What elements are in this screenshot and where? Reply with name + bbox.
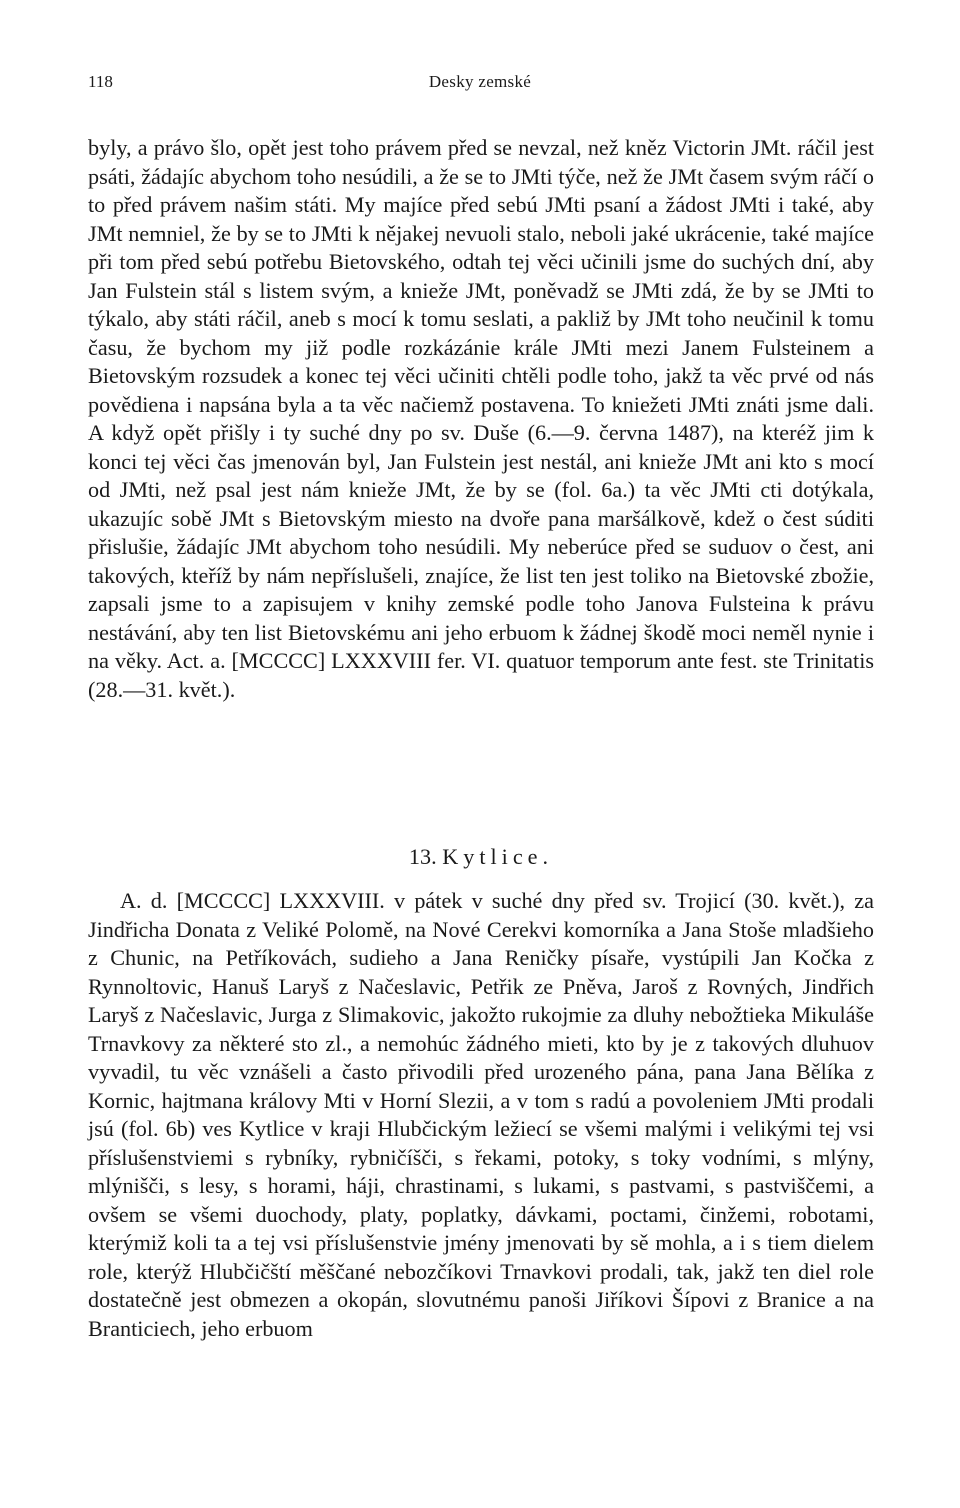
page-header [88,72,872,100]
paragraph-entry-13: A. d. [MCCCC] LXXXVIII. v pátek v suché dny před sv. Trojicí (30. květ.), za Jindřicha Donata z Veliké Polomě, na Nové Cerekvi komorníka a Jana Stoše mladšieho z Chunic, na Petříkovách, sudieho a Jana Reničky písaře, vystúpili Jan Kočka z Rynnoltovic, Hanuš Laryš z Načeslavic, Petřik ze Pněva, Jaroš z Rovných, Jindřich Laryš z Načeslavic, Jurga z Slimakovic, jakožto rukojmie za dluhy nebožtieka Mikuláše Trnavkovy za některé sto zl., a nemohúc žádného mieti, kto by je z takových dluhuov vyvadil, tu věc vznášeli a často přivodili před urozeného pána, pana Jana Bělíka z Kornic, hajtmana královy Mti v Horní Slezii, a v tom s radú a povoleniem JMti prodali jsú (fol. 6b) ves Kytlice v kraji Hlubčickým ležiecí se všemi malými i velikými tej vsi příslušenstviemi s rybníky, rybničíšči, s řekami, potoky, s toky vodními, s mlýny, mlýnišči, s lesy, s horami, háji, chrastinami, s lukami, s pastvami, s pastviščemi, a ovšem se všemi duochody, platy, poplatky, dávkami, poctami, činžemi, robotami, kterýmiž koli ta a tej vsi příslušenstvie jmény jmenovati by sě mohla, a i s tiem dielem role, kterýž Hlubčičští měščané nebozčíkovi Trnavkovi prodali, tak, jakž ten diel role dostatečně jest obmezen a okopán, slovutnému panoši Jiříkovi Šípovi z Branice a na Branticiech, jeho erbuom [88,888,874,1341]
entry-13-heading [88,843,874,871]
page-number: 118 [88,72,113,91]
entry-13-body [88,887,874,1343]
entry-12-continuation [88,134,874,704]
entry-13-number: 13. [408,844,437,869]
entry-13-title: Kytlice. [442,844,554,869]
paragraph-entry-12: byly, a právo šlo, opět jest toho právem před se nevzal, než kněz Victorin JMt. ráčil jest psáti, žádajíc abychom toho nesúdili, a že se to JMti týče, než že JMt časem svým ráčí o to před právem našim státi. My majíce před sebú JMti psaní a žádost JMti i také, aby JMt nemniel, že by se to JMti k nějakej nevuoli stalo, neboli jaké ukrácenie, také majíce při tom před sebú potřebu Bietovského, odtah tej věci učinili jsme do suchých dní, aby Jan Fulstein stál s listem svým, a knieže JMt, poněvadž se JMti zdá, že by se JMti to týkalo, aby státi ráčil, aneb s mocí k tomu seslati, a pakliž by JMt toho neučinil k tomu času, že bychom my již podle rozkázánie krále JMti mezi Janem Fulsteinem a Bietovským rozsudek a konec tej věci učiniti chtěli podle toho, jakž ta věc prvé od nás povědiena i napsána byla a ta věc načiemž postavena. To kniežeti JMti znáti jsme dali. A když opět přišly i ty suché dny po sv. Duše (6.—9. června 1487), na kteréž jim k konci tej věci čas jmenován byl, Jan Fulstein jest nestál, ani knieže JMt ani kto s mocí od JMti, než psal jest nám knieže JMt, že by se (fol. 6a.) ta věc JMti cti dotýkala, ukazujíc sobě JMt s Bietovským miesto na dvoře pana maršálkově, kdež o čest súditi přislušie, žádajíc JMt abychom toho nesúdili. My neberúce před se suduov o čest, ani takových, kteříž by nám nepříslušeli, znajíce, že list ten jest toliko na Bietovské zbožie, zapsali jsme to a zapisujem v knihy zemské podle toho Janova Fulsteina k právu nestávání, aby ten list Bietovskému ani jeho erbuom k žádnej škodě moci neměl nynie i na věky. Act. a. [MCCCC] LXXXVIII fer. VI. quatuor temporum ante fest. ste Trinitatis (28.—31. květ.). [88,135,874,702]
running-title: Desky zemské [428,72,532,91]
